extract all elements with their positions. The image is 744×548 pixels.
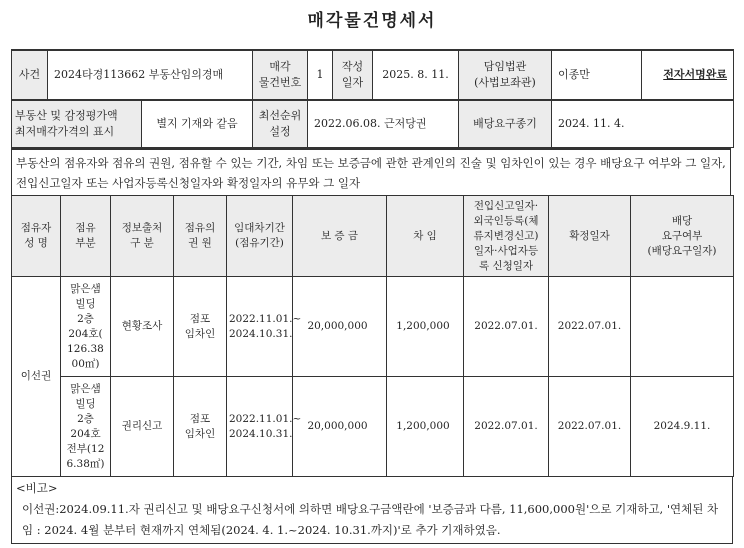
item-number-label: 매각 물건번호 (253, 50, 308, 100)
fixed-date: 2022.07.01. (549, 277, 631, 377)
written-date: 2025. 8. 11. (373, 50, 459, 100)
remarks (11, 477, 733, 544)
written-date-label: 작성 일자 (333, 50, 373, 100)
document-title: 매각물건명세서 (307, 11, 437, 31)
header-occupant: 점유자 성 명 (12, 196, 61, 277)
header-period: 임대차기간 (점유기간) (227, 196, 293, 277)
header-dividend: 배당 요구여부 (배당요구일자) (631, 196, 734, 277)
move-in-date: 2022.07.01. (464, 377, 549, 477)
deposit: 20,000,000 (293, 377, 387, 477)
case-label: 사건 (12, 50, 48, 100)
esign-text: 전자서명완료 (663, 68, 727, 81)
remarks-text: 이선권:2024.09.11.자 권리신고 및 배당요구신청서에 의하면 배당요구금액란에 '보증금과 다름, 11,600,000원'으로 기재하고, '연체된 차임 : 2024. 4월 분부터 현재까지 연체됨(2024. 4. 1.~2024. 10.31.까지)'로 추가 기재하였음. (22, 502, 719, 537)
header-fixed-date: 확정일자 (549, 196, 631, 277)
item-number: 1 (308, 50, 333, 100)
move-in-date: 2022.07.01. (464, 277, 549, 377)
lease-period: 2022.11.01.~ 2024.10.31. (227, 277, 293, 377)
deadline-label: 배당요구종기 (459, 100, 552, 148)
occupancy-right: 점포 임차인 (174, 377, 227, 477)
rent: 1,200,000 (387, 377, 464, 477)
header-source: 정보출처 구 분 (111, 196, 174, 277)
priority-label: 최선순위 설정 (253, 100, 308, 148)
appraisal-value: 별지 기재와 같음 (142, 100, 253, 148)
lease-period: 2022.11.01.~ 2024.10.31. (227, 377, 293, 477)
header-move-in: 전입신고일자· 외국인등록(체 류지변경신고) 일자·사업자등 록 신청일자 (464, 196, 549, 277)
occupant-table (11, 195, 734, 477)
deadline-value: 2024. 11. 4. (552, 100, 734, 148)
description-text: 부동산의 점유자와 점유의 권원, 점유할 수 있는 기간, 차임 또는 보증금에 관한 관계인의 진술 및 임차인이 있는 경우 배당요구 여부와 그 일자, 전입신고일자 또는 사업자등록신청일자와 확정일자의 유무와 그 일자 (11, 148, 731, 195)
info-source: 권리신고 (111, 377, 174, 477)
header-deposit: 보 증 금 (293, 196, 387, 277)
header-right: 점유의 권 원 (174, 196, 227, 277)
occupied-part: 맑은샘 빌딩 2층 204호 전부(12 6.38㎡) (61, 377, 111, 477)
table-row (12, 377, 734, 477)
remarks-label: <비고> (16, 481, 58, 495)
header-rent: 차 임 (387, 196, 464, 277)
sale-item-statement (11, 49, 733, 544)
fixed-date: 2022.07.01. (549, 377, 631, 477)
judge-label: 담임법관 (사법보좌관) (459, 50, 552, 100)
dividend-date (631, 277, 734, 377)
case-number: 2024타경113662 부동산임의경매 (48, 50, 253, 100)
dividend-date: 2024.9.11. (631, 377, 734, 477)
priority-value: 2022.06.08. 근저당권 (308, 100, 459, 148)
rent: 1,200,000 (387, 277, 464, 377)
case-info-table (11, 49, 734, 148)
header-part: 점유 부분 (61, 196, 111, 277)
deposit: 20,000,000 (293, 277, 387, 377)
esign-status (642, 50, 734, 100)
occupant-name: 이선권 (12, 277, 61, 477)
table-row (12, 277, 734, 377)
appraisal-label: 부동산 및 감정평가액 최저매각가격의 표시 (12, 100, 142, 148)
occupied-part: 맑은샘 빌딩 2층 204호( 126.38 00㎡) (61, 277, 111, 377)
occupancy-right: 점포 임차인 (174, 277, 227, 377)
info-source: 현황조사 (111, 277, 174, 377)
judge-name: 이종만 (552, 50, 642, 100)
